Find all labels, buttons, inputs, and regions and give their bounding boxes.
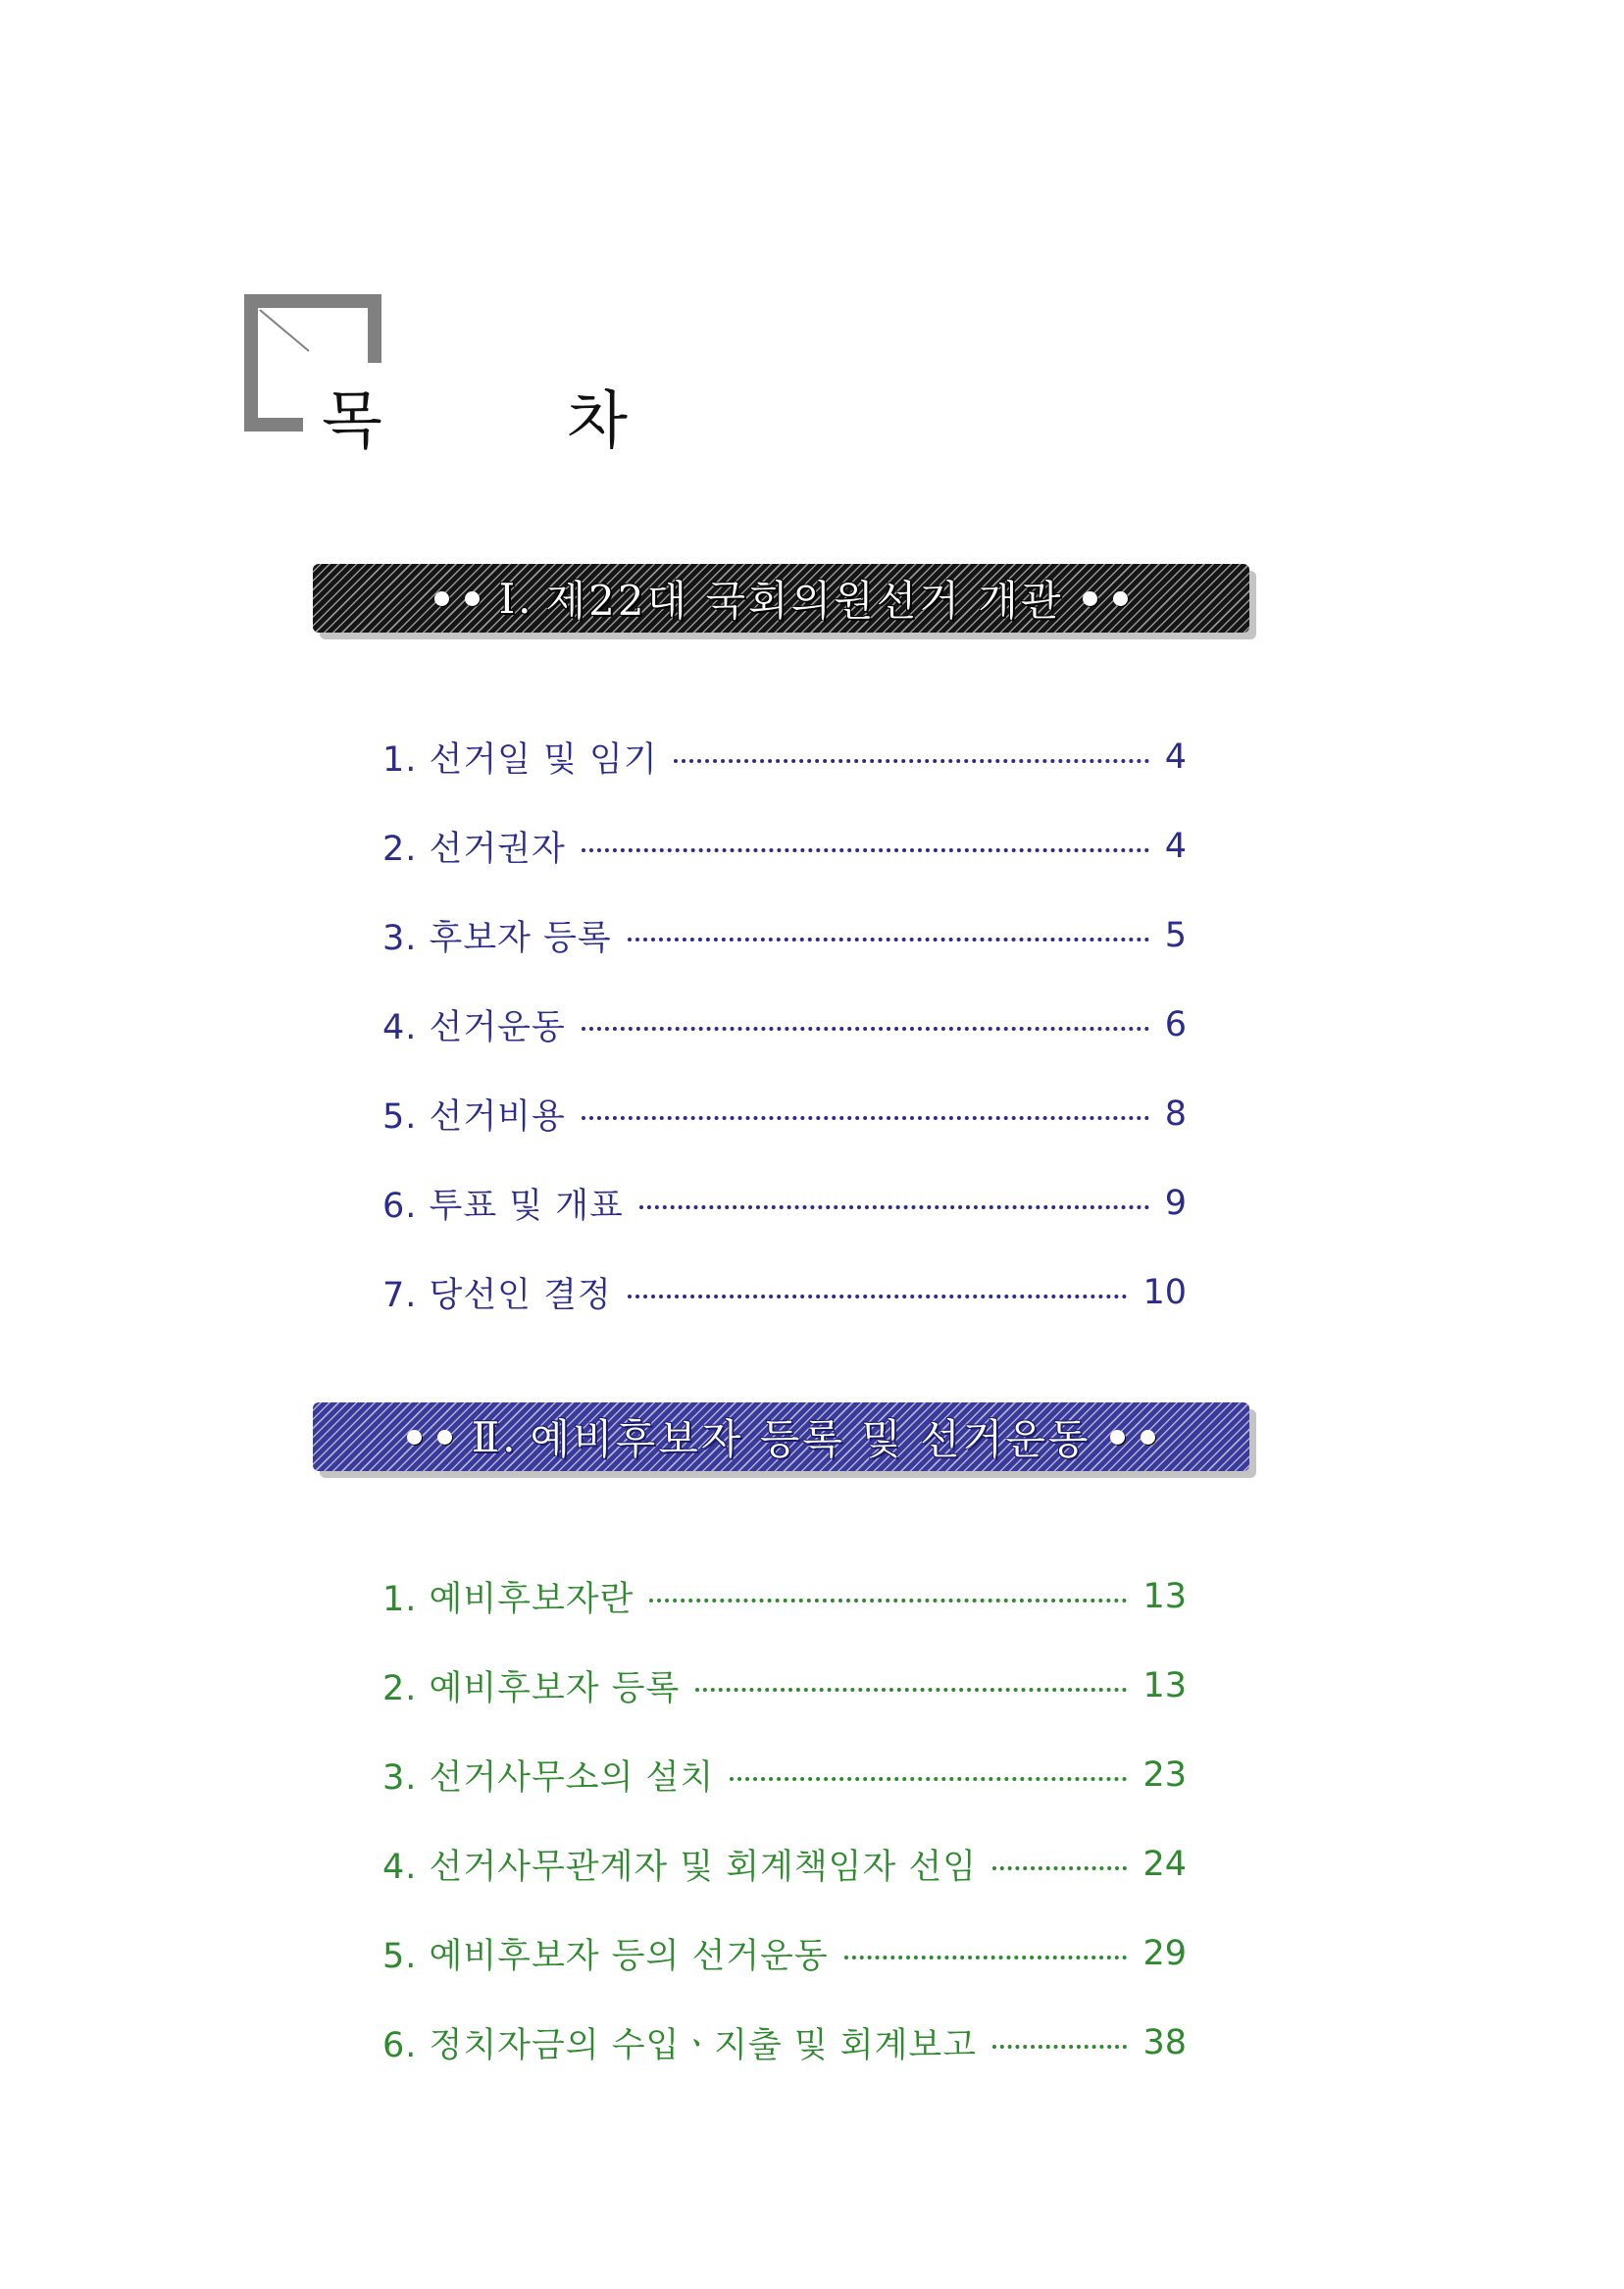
toc-entry[interactable]: [382, 1998, 1187, 2087]
toc-entry-label: 6. 투표 및 개표: [382, 1186, 624, 1226]
toc-entry-label: 1. 예비후보자란: [382, 1579, 634, 1619]
toc-entry-label: 1. 선거일 및 임기: [382, 739, 658, 780]
toc-list-section-1: [382, 712, 1187, 1337]
dot-leader: [992, 2045, 1127, 2049]
bullet-dot-icon: [434, 591, 449, 606]
dot-leader: [730, 1777, 1127, 1781]
section-heading-text: 제22대 국회의원선거 개관: [545, 577, 1064, 625]
dot-leader: [844, 1956, 1128, 1959]
toc-entry-page: 23: [1142, 1755, 1187, 1795]
dot-leader: [628, 938, 1149, 941]
toc-entry-label: 2. 선거권자: [382, 829, 566, 869]
section-heading-2: [399, 1407, 1164, 1466]
dot-leader: [639, 1205, 1149, 1209]
bullet-dot-icon: [1113, 591, 1128, 606]
toc-entry-page: 9: [1164, 1183, 1187, 1223]
dot-leader: [582, 848, 1149, 852]
toc-entry[interactable]: [382, 1551, 1187, 1641]
toc-entry-label: 3. 후보자 등록: [382, 918, 612, 958]
toc-entry[interactable]: [382, 1247, 1187, 1337]
bullet-dot-icon: [437, 1430, 452, 1445]
toc-entry-label: 5. 선거비용: [382, 1096, 566, 1137]
toc-entry[interactable]: [382, 1730, 1187, 1819]
toc-entry[interactable]: [382, 1819, 1187, 1908]
toc-entry-label: 6. 정치자금의 수입ㆍ지출 및 회계보고: [382, 2025, 978, 2065]
section-banner-2: [313, 1402, 1249, 1471]
bullet-dot-icon: [465, 591, 480, 606]
dot-leader: [695, 1688, 1127, 1692]
toc-entry-page: 10: [1142, 1272, 1187, 1312]
toc-entry-page: 13: [1142, 1576, 1187, 1616]
toc-entry-page: 8: [1164, 1094, 1187, 1134]
toc-entry-page: 5: [1164, 915, 1187, 955]
toc-entry-page: 4: [1164, 826, 1187, 866]
toc-entry[interactable]: [382, 1641, 1187, 1730]
toc-entry-label: 5. 예비후보자 등의 선거운동: [382, 1936, 829, 1976]
toc-entry-label: 7. 당선인 결정: [382, 1275, 612, 1315]
toc-entry-page: 13: [1142, 1665, 1187, 1705]
section-numeral: Ⅱ.: [471, 1412, 519, 1461]
bullet-dot-icon: [1110, 1430, 1125, 1445]
toc-entry-label: 2. 예비후보자 등록: [382, 1668, 681, 1708]
dot-leader: [674, 759, 1149, 763]
toc-entry-page: 4: [1164, 737, 1187, 777]
bullet-dot-icon: [407, 1430, 422, 1445]
dot-leader: [582, 1116, 1149, 1120]
toc-entry-page: 38: [1142, 2022, 1187, 2062]
dot-leader: [992, 1866, 1127, 1870]
toc-entry[interactable]: [382, 890, 1187, 980]
toc-entry[interactable]: [382, 1069, 1187, 1158]
toc-entry-page: 6: [1164, 1004, 1187, 1044]
toc-entry-page: 29: [1142, 1933, 1187, 1973]
page-title: 목 차: [322, 385, 710, 458]
toc-entry[interactable]: [382, 1908, 1187, 1998]
toc-entry[interactable]: [382, 801, 1187, 890]
dot-leader: [582, 1027, 1149, 1031]
toc-entry-label: 4. 선거운동: [382, 1007, 566, 1047]
bullet-dot-icon: [1083, 591, 1097, 606]
section-numeral: Ⅰ.: [498, 574, 534, 623]
section-banner-1: [313, 564, 1249, 633]
dot-leader: [649, 1599, 1127, 1602]
section-heading-1: [427, 569, 1137, 628]
toc-list-section-2: [382, 1551, 1187, 2087]
toc-entry[interactable]: [382, 980, 1187, 1069]
dot-leader: [628, 1295, 1128, 1298]
toc-entry[interactable]: [382, 712, 1187, 801]
toc-entry-page: 24: [1142, 1844, 1187, 1884]
section-heading-text: 예비후보자 등록 및 선거운동: [530, 1415, 1091, 1463]
bullet-dot-icon: [1141, 1430, 1155, 1445]
toc-entry-label: 4. 선거사무관계자 및 회계책임자 선임: [382, 1847, 978, 1887]
toc-entry-label: 3. 선거사무소의 설치: [382, 1757, 715, 1798]
toc-entry[interactable]: [382, 1158, 1187, 1247]
